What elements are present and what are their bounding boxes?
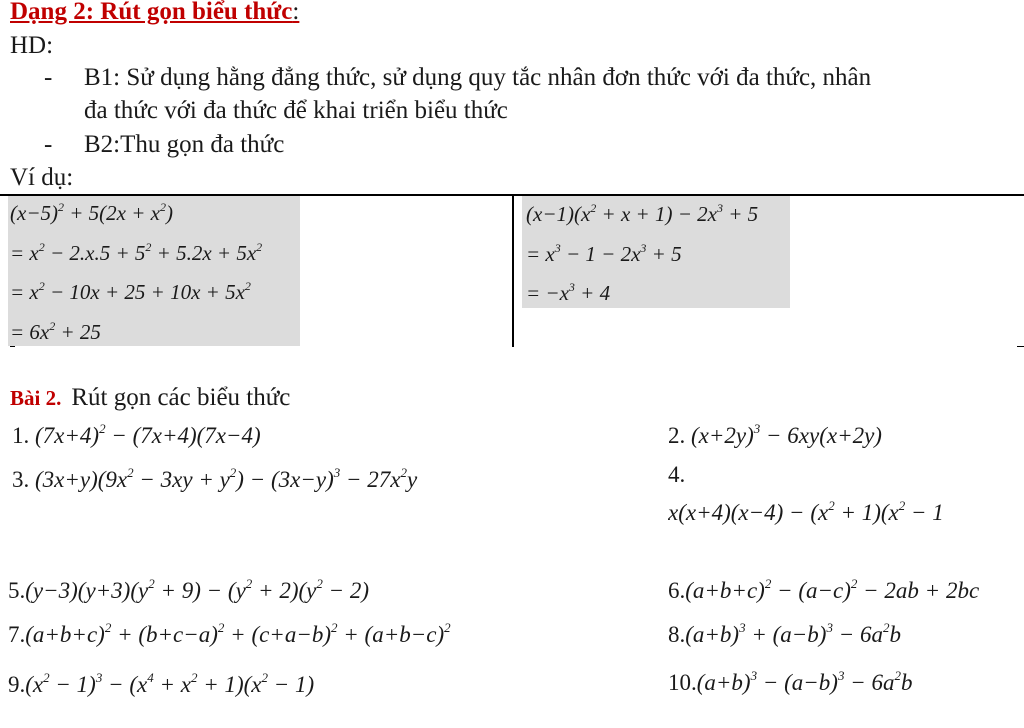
exercise-item-4 xyxy=(668,500,1024,526)
exercise-item-number: 6. xyxy=(668,578,686,603)
exercise-item-number: 3. xyxy=(12,467,30,492)
exercise-item-6 xyxy=(668,578,979,604)
exercise-item-9 xyxy=(8,672,314,698)
table-bottom-tick-right xyxy=(1017,346,1024,347)
step-1-line-1: B1: Sử dụng hằng đẳng thức, sử dụng quy tắc nhân đơn thức với đa thức, nhân xyxy=(84,64,872,91)
right-example-line-1: $(x-1)(x^2 + x + 1) - 2x^3 + 5$ xyxy=(526,201,759,226)
left-example-line-3: = $x^2 - 10x + 25 + 10x + 5x^2$ xyxy=(10,279,251,304)
exercise-item-expression: $(a+b+c)^2 + (b+c-a)^2 + (c+a-b)^2 + (a+b-c)^2$ xyxy=(25,620,451,647)
heading-colon: : xyxy=(292,0,300,25)
right-example-line-3: = $-x^3 + 4$ xyxy=(526,280,611,305)
exercise-item-expression: $(x+2y)^3 - 6xy(x+2y)$ xyxy=(691,421,882,448)
exercise-item-number: 5. xyxy=(8,578,26,603)
exercise-label: Bài 2. xyxy=(10,386,62,410)
exercise-item-10 xyxy=(668,670,912,696)
exercise-item-number: 4. xyxy=(668,462,686,487)
example-label: Ví dụ: xyxy=(10,164,74,191)
exercise-item-number: 8. xyxy=(668,622,686,647)
exercise-item-3 xyxy=(12,467,417,493)
bullet-dash: - xyxy=(44,131,53,158)
left-example-line-1: $(x-5)^2 + 5(2x + x^2)$ xyxy=(10,200,173,225)
exercise-item-expression: $x(x+4)(x-4) - (x^2 + 1)(x^2 - 1$ xyxy=(668,500,944,525)
exercise-item-7 xyxy=(8,622,451,648)
exercise-title: Rút gọn các biểu thức xyxy=(71,384,291,411)
exercise-item-number: 1. xyxy=(12,423,30,448)
exercise-item-expression: $(a+b)^3 + (a-b)^3 - 6a^2b$ xyxy=(685,620,901,647)
hd-label: HD: xyxy=(10,32,54,59)
exercise-item-2 xyxy=(668,423,882,449)
exercise-item-5 xyxy=(8,578,369,604)
exercise-item-expression: $(a+b+c)^2 - (a-c)^2 - 2ab + 2bc$ xyxy=(685,576,980,603)
exercise-item-number: 10. xyxy=(668,670,697,695)
table-column-divider xyxy=(512,195,514,347)
left-example-line-4: = $6x^2 + 25$ xyxy=(10,319,101,344)
right-example-line-2: = $x^3 - 1 - 2x^3 + 5$ xyxy=(526,241,682,266)
exercise-item-expression: $(x^2 - 1)^3 - (x^4 + x^2 + 1)(x^2 - 1)$ xyxy=(25,670,315,697)
exercise-item-1 xyxy=(12,423,261,449)
left-example-line-2: = $x^2 - 2.x.5 + 5^2 + 5.2x + 5x^2$ xyxy=(10,240,263,265)
table-bottom-tick-left xyxy=(10,346,15,347)
exercise-item-8 xyxy=(668,622,901,648)
exercise-header xyxy=(10,384,290,412)
exercise-item-number: 2. xyxy=(668,423,686,448)
section-heading xyxy=(10,0,299,26)
step-2-line-1: B2:Thu gọn đa thức xyxy=(84,131,285,158)
exercise-item-number: 7. xyxy=(8,622,26,647)
section-heading-text: Dạng 2: Rút gọn biểu thức xyxy=(10,0,293,25)
exercise-item-4-number xyxy=(668,462,685,488)
exercise-item-expression: $(y-3)(y+3)(y^2 + 9) - (y^2 + 2)(y^2 - 2)$ xyxy=(25,576,370,603)
exercise-item-number: 9. xyxy=(8,672,26,697)
exercise-item-expression: $(7x+4)^2 - (7x+4)(7x-4)$ xyxy=(35,421,261,448)
exercise-item-expression: $(a+b)^3 - (a-b)^3 - 6a^2b$ xyxy=(696,668,913,695)
bullet-dash: - xyxy=(44,64,53,91)
step-1-line-2: đa thức với đa thức để khai triển biểu thức xyxy=(84,97,508,124)
exercise-item-expression: $(3x+y)(9x^2 - 3xy + y^2) - (3x-y)^3 - 27x^2y$ xyxy=(35,465,418,492)
